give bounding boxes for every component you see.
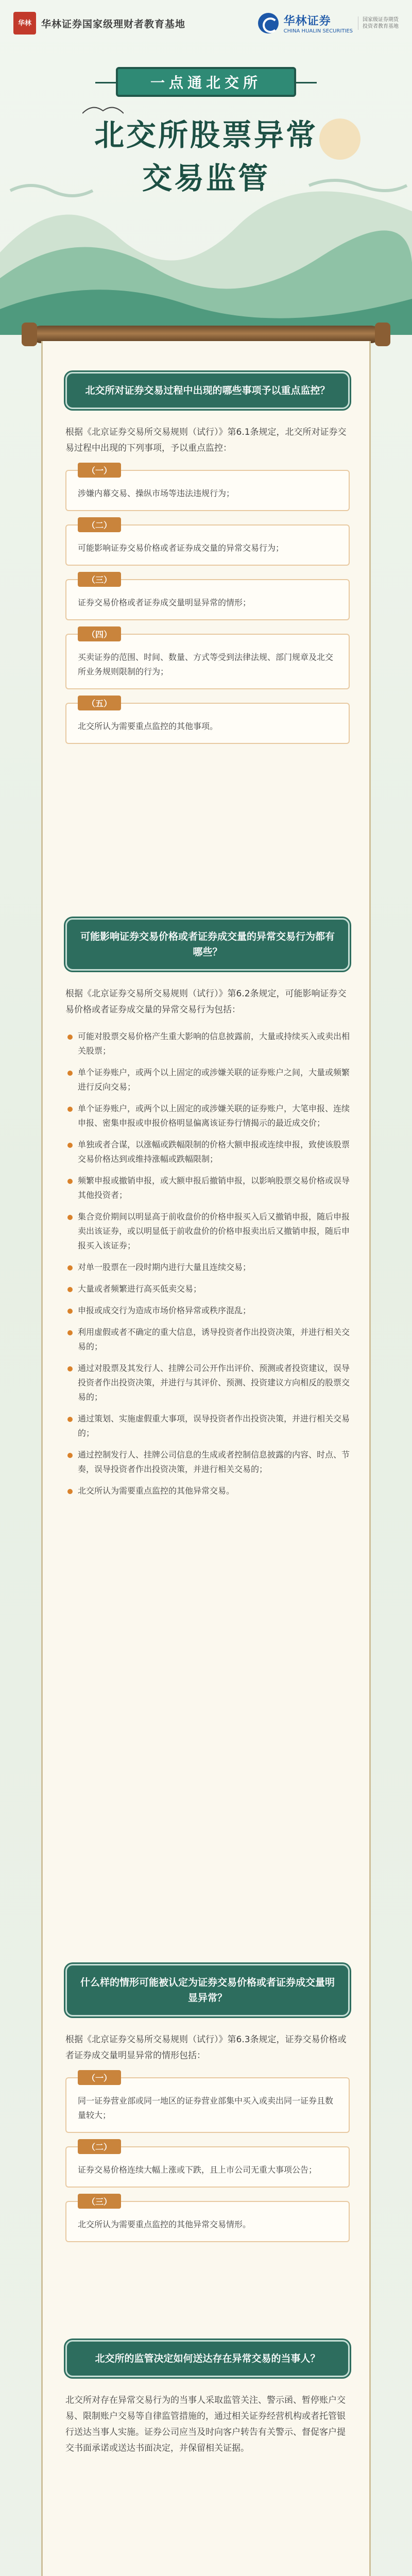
brand-text — [284, 12, 353, 34]
list-item: 可能对股票交易价格产生重大影响的信息披露前，大量或持续买入或卖出相关股票； — [65, 1029, 350, 1058]
list-item — [65, 2073, 350, 2133]
item-text: 证券交易价格连续大幅上涨或下跌，且上市公司无重大事项公告； — [78, 2165, 317, 2175]
item-text: 证券交易价格或者证券成交量明显异常的情形； — [78, 598, 251, 607]
list-item: 单独或者合谋，以涨幅或跌幅限制的价格大额申报或连续申报，致使该股票交易价格达到或维持涨幅或跌幅限制； — [65, 1138, 350, 1166]
section-obvious-abnormal — [65, 1964, 350, 2242]
brand-side-text — [358, 16, 399, 30]
section-1-intro: 根据《北京证券交易所交易规则（试行）》第6.1条规定，北交所对证券交易过程中出现的下列事项，予以重点监控： — [65, 427, 347, 453]
seal-logo: 华林 — [13, 12, 36, 35]
item-number: （二） — [78, 2139, 121, 2154]
brand-logo — [258, 12, 399, 34]
item-text: 买卖证券的范围、时间、数量、方式等受到法律法规、部门规章及北交所业务规则限制的行为； — [78, 652, 334, 676]
item-number: （五） — [78, 696, 121, 710]
brand-name: 华林证券 — [283, 15, 331, 28]
item-text: 涉嫌内幕交易、操纵市场等违法违规行为； — [78, 488, 235, 498]
item-text: 同一证券营业部或同一地区的证券营业部集中买入或卖出同一证券且数量较大； — [78, 2096, 334, 2120]
header-slogan: 华林证券国家级理财者教育基地 — [41, 18, 186, 30]
section-2-intro: 根据《北京证券交易所交易规则（试行）》第6.2条规定，可能影响证券交易价格或者证券成交量的异常交易行为包括： — [65, 989, 347, 1015]
list-item — [65, 575, 350, 620]
list-item: 通过策划、实施虚假重大事项，误导投资者作出投资决策，并进行相关交易的； — [65, 1412, 350, 1440]
topic-tag-text: 一点通北交所 — [150, 74, 262, 91]
title-line-1: 北交所股票异常 — [94, 117, 318, 152]
item-text: 可能影响证券交易价格或者证券成交量的异常交易行为； — [78, 543, 284, 553]
list-item: 单个证券账户，或两个以上固定的或涉嫌关联的证券账户，大笔申报、连续申报、密集申报或申报价格明显偏离该证券行情揭示的最近成交价； — [65, 1101, 350, 1130]
list-item: 大量或者频繁进行高买低卖交易； — [65, 1282, 350, 1296]
list-item: 北交所认为需要重点监控的其他异常交易。 — [65, 1484, 350, 1498]
left-logo — [13, 12, 185, 35]
section-4-text: 北交所对存在异常交易行为的当事人采取监管关注、警示函、暂停账户交易、限制账户交易等自律监管措施的，通过相关证券经营机构或者托管银行送达当事人实施。证券公司应当及时向客户转告有关警示、督促客户提交书面承诺或送达书面决定，并保留相关证据。 — [65, 2395, 346, 2453]
item-number: （二） — [78, 517, 121, 532]
question-4: 北交所的监管决定如何送达存在异常交易的当事人？ — [65, 2340, 350, 2377]
item-number: （一） — [78, 2070, 121, 2085]
item-number: （四） — [78, 626, 121, 641]
list-item — [65, 630, 350, 689]
scroll-rod-top — [32, 326, 380, 343]
brand-side-line-2: 投资者教育基地 — [363, 24, 399, 29]
list-item — [65, 520, 350, 566]
list-item: 申报或成交行为造成市场价格异常或秩序混乱； — [65, 1303, 350, 1318]
section-abnormal-trading — [65, 918, 350, 1505]
list-item — [65, 2197, 350, 2242]
brand-mark-icon — [258, 13, 279, 33]
list-item — [65, 466, 350, 511]
section-supervision-delivery — [65, 2340, 350, 2456]
list-item: 对单一股票在一段时期内进行大量且连续交易； — [65, 1260, 350, 1275]
page-title — [0, 113, 412, 200]
item-text: 北交所认为需要重点监控的其他异常交易情形。 — [78, 2219, 251, 2229]
question-3: 什么样的情形可能被认定为证券交易价格或者证券成交量明显异常？ — [65, 1964, 350, 2016]
hero — [0, 46, 412, 335]
top-bar — [0, 0, 412, 46]
question-2: 可能影响证券交易价格或者证券成交量的异常交易行为都有哪些？ — [65, 918, 350, 971]
item-text: 北交所认为需要重点监控的其他事项。 — [78, 721, 218, 731]
scroll-paper — [41, 341, 371, 2576]
list-item: 频繁申报或撤销申报，或大额申报后撤销申报，以影响股票交易价格或误导其他投资者； — [65, 1174, 350, 1202]
list-item — [65, 2142, 350, 2188]
list-item: 利用虚假或者不确定的重大信息，诱导投资者作出投资决策，并进行相关交易的； — [65, 1325, 350, 1354]
item-number: （三） — [78, 572, 121, 587]
brand-subtitle: CHINA HUALIN SECURITIES — [283, 28, 353, 34]
item-number: （三） — [78, 2194, 121, 2209]
list-item — [65, 699, 350, 744]
section-monitoring — [65, 372, 350, 744]
topic-tag — [116, 67, 296, 97]
question-1: 北交所对证券交易过程中出现的哪些事项予以重点监控？ — [65, 372, 350, 409]
brand-side-line-1: 国家级证券期货 — [363, 17, 399, 23]
list-item: 集合竞价期间以明显高于前收盘价的价格申报买入后又撤销申报，随后申报卖出该证券，或以明显低于前收盘价的价格申报卖出后又撤销申报，随后申报买入该证券； — [65, 1210, 350, 1253]
section-3-intro: 根据《北京证券交易所交易规则（试行）》第6.3条规定，证券交易价格或者证券成交量明显异常的情形包括： — [65, 2035, 347, 2061]
list-item: 通过控制发行人、挂牌公司信息的生成或者控制信息披露的内容、时点、节奏，误导投资者作出投资决策，并进行相关交易的； — [65, 1448, 350, 1477]
item-number: （一） — [78, 463, 121, 478]
abnormal-trading-list — [65, 1029, 350, 1498]
list-item: 通过对股票及其发行人、挂牌公司公开作出评价、预测或者投资建议，误导投资者作出投资决策，并进行与其评价、预测、投资建议方向相反的股票交易的； — [65, 1361, 350, 1404]
list-item: 单个证券账户，或两个以上固定的或涉嫌关联的证券账户之间，大量或频繁进行反向交易； — [65, 1065, 350, 1094]
title-line-2: 交易监管 — [142, 161, 270, 196]
